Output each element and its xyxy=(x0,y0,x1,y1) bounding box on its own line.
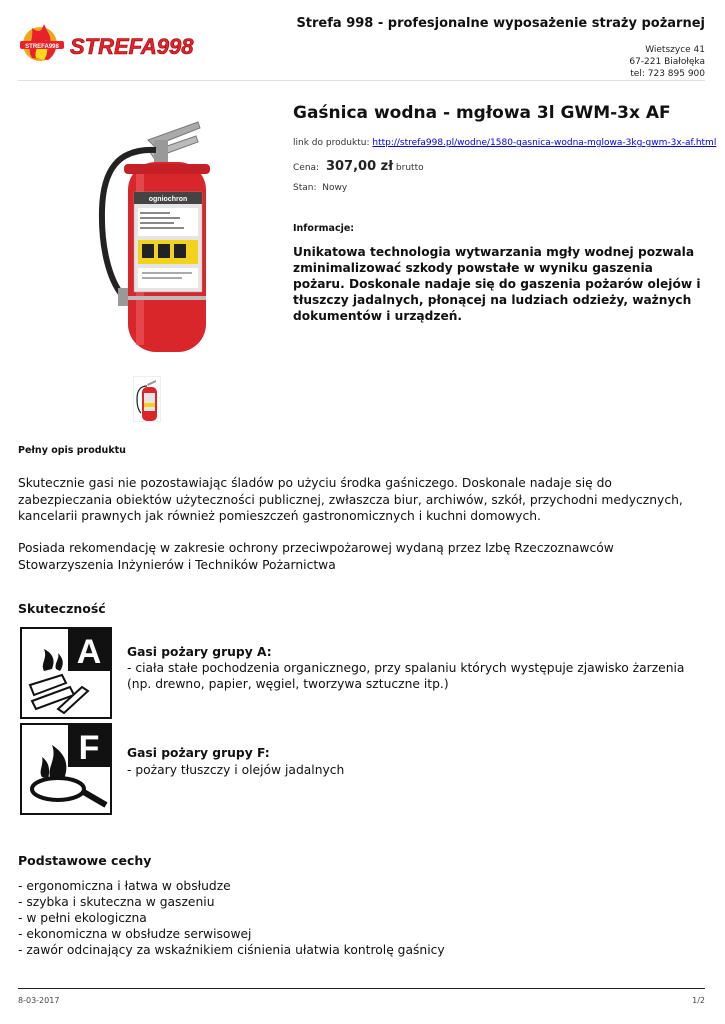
fire-class-a-desc: - ciała stałe pochodzenia organicznego, przy spalaniu których występuje zjawisko żarzenia (np. drewno, papier, węgiel, tworzywa sztuczne itp.) xyxy=(127,661,685,691)
address-line1: Wietszyce 41 xyxy=(645,45,705,55)
footer-page-number: 1/2 xyxy=(692,996,705,1005)
price-label: Cena: xyxy=(293,163,320,173)
feature-item: - zawór odcinający za wskaźnikiem ciśnienia ułatwia kontrolę gaśnicy xyxy=(18,943,445,957)
extinguisher-brand: ogniochron xyxy=(148,196,188,203)
site-title: Strefa 998 - profesjonalne wyposażenie straży pożarnej xyxy=(296,16,705,31)
address-line2: 67-221 Białołęka xyxy=(629,57,705,67)
features-heading: Podstawowe cechy xyxy=(18,853,152,868)
fire-class-a-letter: A xyxy=(76,633,102,671)
condition-label: Stan: xyxy=(293,183,317,193)
feature-item: - w pełni ekologiczna xyxy=(18,911,147,925)
fire-class-f-letter: F xyxy=(78,729,100,767)
product-thumbnail[interactable] xyxy=(133,376,161,422)
logo-image xyxy=(18,20,198,68)
fire-class-a-icon xyxy=(20,627,112,719)
address-phone: tel: 723 895 900 xyxy=(630,69,705,79)
thumbnail-image xyxy=(134,377,162,423)
condition-value: Nowy xyxy=(322,183,348,193)
fire-class-f-title: Gasi pożary grupy F: xyxy=(127,746,270,760)
price-suffix: brutto xyxy=(395,163,424,173)
product-link-row xyxy=(293,138,716,148)
header-divider xyxy=(18,80,705,81)
footer-divider xyxy=(18,988,705,989)
feature-item: - szybka i skuteczna w gaszeniu xyxy=(18,895,215,909)
price-value: 307,00 zł xyxy=(325,159,394,174)
product-link-label: link do produktu: xyxy=(293,138,370,148)
condition-row xyxy=(293,183,347,193)
fire-class-a-title: Gasi pożary grupy A: xyxy=(127,645,272,659)
svg-text:STREFA998: STREFA998 xyxy=(25,44,59,50)
product-link[interactable]: http://strefa998.pl/wodne/1580-gasnica-wodna-mglowa-3kg-gwm-3x-af.html xyxy=(372,138,717,148)
product-title: Gaśnica wodna - mgłowa 3l GWM-3x AF xyxy=(293,103,671,123)
logo-text: STREFA998 xyxy=(70,34,194,59)
effectiveness-heading: Skuteczność xyxy=(18,601,106,616)
shop-address xyxy=(629,44,705,80)
footer-date: 8-03-2017 xyxy=(18,996,60,1005)
fire-class-f-icon xyxy=(20,723,112,815)
site-logo[interactable] xyxy=(18,20,198,72)
feature-item: - ekonomiczna w obsłudze serwisowej xyxy=(18,927,252,941)
product-image[interactable] xyxy=(88,100,233,360)
description-paragraph-1: Skutecznie gasi nie pozostawiając śladów po użyciu środka gaśniczego. Doskonale nadaje się do zabezpieczania obiektów użyteczności publicznej, zwłaszcza biur, archiwów, szkół, przychodni medycznych, kancelarii prawnych jak również pomieszczeń gastronomicznych i kuchni domowych. xyxy=(18,476,683,523)
price-row xyxy=(293,159,424,174)
description-paragraph-2: Posiada rekomendację w zakresie ochrony przeciwpożarowej wydaną przez Izbę Rzeczoznawców Stowarzyszenia Inżynierów i Techników Pożarnictwa xyxy=(18,541,614,572)
feature-item: - ergonomiczna i łatwa w obsłudze xyxy=(18,879,231,893)
info-heading: Informacje: xyxy=(293,223,355,234)
fire-extinguisher-image xyxy=(88,100,233,360)
info-text: Unikatowa technologia wytwarzania mgły wodnej pozwala zminimalizować szkody powstałe w wyniku gaszenia pożaru. Doskonale nadaje się do gaszenia pożarów olejów i tłuszczy jadalnych, płonącej na ludziach odzieży, ważnych dokumentów i urządzeń. xyxy=(293,245,701,323)
fire-class-f-desc: - pożary tłuszczy i olejów jadalnych xyxy=(127,763,345,777)
full-description-heading: Pełny opis produktu xyxy=(18,445,126,456)
